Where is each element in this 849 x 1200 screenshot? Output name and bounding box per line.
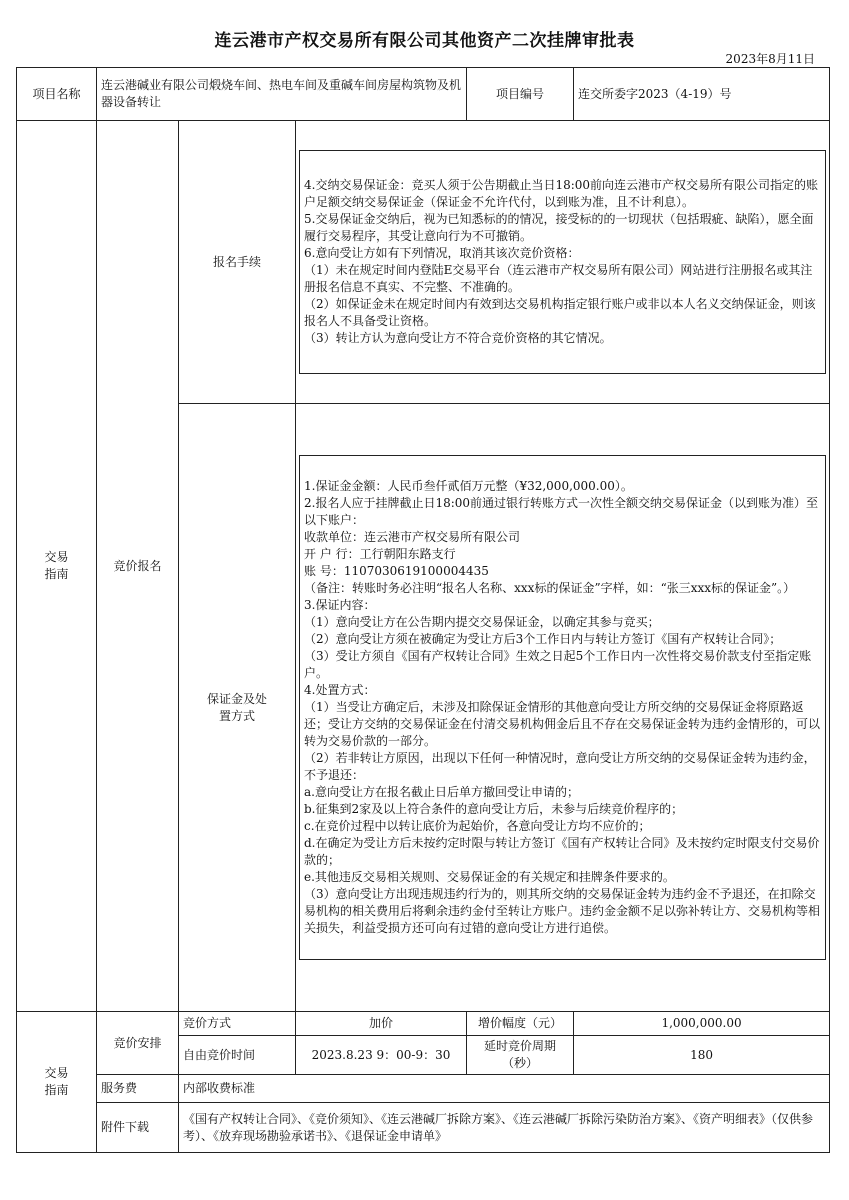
- guide-section-label: [17, 121, 97, 1012]
- deposit-line: （备注：转账时务必注明“报名人名称、xxx标的保证金”字样，如：“张三xxx标的保证金”。）: [304, 581, 796, 595]
- bid-method-row: [17, 1012, 830, 1036]
- deposit-line: （2）意向受让方须在被确定为受让方后3个工作日内与转让方签订《国有产权转让合同》；: [304, 632, 782, 646]
- free-bid-time-label: 自由竞价时间: [179, 1036, 296, 1075]
- deposit-line: c.在竞价过程中以转让底价为起始价，各意向受让方均不应价的；: [304, 819, 651, 833]
- registration-line: （1）未在规定时间内登陆E交易平台（连云港市产权交易所有限公司）网站进行注册报名或其注册报名信息不真实、不完整、不准确的。: [304, 263, 813, 294]
- deposit-label: [179, 404, 296, 1012]
- deposit-text-block: [299, 455, 826, 960]
- bid-method-label: 竞价方式: [179, 1012, 296, 1036]
- form-date: 2023年8月11日: [725, 52, 815, 66]
- increment-value: 1,000,000.00: [574, 1012, 830, 1036]
- deposit-line: 4.处置方式：: [304, 683, 376, 697]
- registration-text-block: [299, 150, 826, 374]
- registration-label: 报名手续: [179, 121, 296, 404]
- bottom-section-text: 交易指南: [44, 1066, 69, 1097]
- deposit-line: 收款单位：连云港市产权交易所有限公司: [304, 530, 521, 544]
- guide-section-text: 交易指南: [44, 550, 69, 581]
- deposit-line: （3）意向受让方出现违规违约行为的，则其所交纳的交易保证金转为违约金不予退还，在扣除交易机构的相关费用后将剩余违约金付至转让方账户。违约金金额不足以弥补转让方、交易机构等相关损失，利益受损方还可向有过错的意向受让方进行追偿。: [304, 887, 821, 935]
- project-row: [17, 68, 830, 121]
- bottom-section-label: [17, 1012, 97, 1153]
- attachment-row: [17, 1103, 830, 1153]
- free-bid-time-value: 2023.8.23 9：00-9：30: [296, 1036, 467, 1075]
- delay-label: 延时竞价周期（秒）: [467, 1036, 574, 1075]
- bid-method-value: 加价: [296, 1012, 467, 1036]
- deposit-line: 2.报名人应于挂牌截止日18:00前通过银行转账方式一次性全额交纳交易保证金（以到账为准）至以下账户：: [304, 496, 819, 527]
- deposit-line: a.意向受让方在报名截止日后单方撤回受让申请的；: [304, 785, 579, 799]
- approval-table: [16, 67, 830, 1153]
- registration-row: [17, 121, 830, 404]
- registration-line: 4.交纳交易保证金：竞买人须于公告期截止当日18:00前向连云港市产权交易所有限公司指定的账户足额交纳交易保证金（保证金不允许代付，以到账为准，且不计利息）。: [304, 178, 819, 209]
- bid-arrangement-label: 竞价安排: [97, 1012, 179, 1075]
- increment-label: 增价幅度（元）: [467, 1012, 574, 1036]
- deposit-label-text: 保证金及处置方式: [206, 691, 267, 723]
- attachment-value[interactable]: 《国有产权转让合同》、《竞价须知》、《连云港碱厂拆除方案》、《连云港碱厂拆除污染防治方案》、《资产明细表》（仅供参考）、《放弃现场勘验承诺书》、《退保证金申请单》: [179, 1103, 830, 1153]
- project-name-value: 连云港碱业有限公司煅烧车间、热电车间及重碱车间房屋构筑物及机器设备转让: [97, 68, 467, 121]
- service-fee-label: 服务费: [97, 1075, 179, 1103]
- page-title: 连云港市产权交易所有限公司其他资产二次挂牌审批表: [214, 31, 635, 51]
- registration-content: [296, 121, 830, 404]
- deposit-line: 开 户 行：工行朝阳东路支行: [304, 547, 456, 561]
- deposit-line: b.征集到2家及以上符合条件的意向受让方后，未参与后续竞价程序的；: [304, 802, 684, 816]
- project-name-label: 项目名称: [17, 68, 97, 121]
- registration-line: （2）如保证金未在规定时间内有效到达交易机构指定银行账户或非以本人名义交纳保证金，则该报名人不具备受让资格。: [304, 297, 816, 328]
- bid-registration-label: 竞价报名: [97, 121, 179, 1012]
- registration-line: 5.交易保证金交纳后，视为已知悉标的的情况，接受标的的一切现状（包括瑕疵、缺陷），愿全面履行交易程序，其受让意向行为不可撤销。: [304, 212, 814, 243]
- deposit-content: [296, 404, 830, 1012]
- service-fee-value: 内部收费标准: [179, 1075, 830, 1103]
- attachment-label: 附件下载: [97, 1103, 179, 1153]
- registration-line: （3）转让方认为意向受让方不符合竞价资格的其它情况。: [304, 331, 612, 345]
- project-no-value: 连交所委字2023（4-19）号: [574, 68, 830, 121]
- deposit-line: （2）若非转让方原因，出现以下任何一种情况时，意向受让方所交纳的交易保证金转为违约金，不予退还：: [304, 751, 816, 782]
- deposit-line: 1.保证金金额：人民币叁仟贰佰万元整（¥32,000,000.00）。: [304, 479, 633, 493]
- deposit-line: 3.保证内容：: [304, 598, 376, 612]
- deposit-line: e.其他违反交易相关规则、交易保证金的有关规定和挂牌条件要求的。: [304, 870, 675, 884]
- deposit-line: d.在确定为受让方后未按约定时限与转让方签订《国有产权转让合同》及未按约定时限支付交易价款的；: [304, 836, 820, 867]
- service-fee-row: [17, 1075, 830, 1103]
- registration-line: 6.意向受让方如有下列情况，取消其该次竞价资格：: [304, 246, 580, 260]
- delay-value: 180: [574, 1036, 830, 1075]
- deposit-line: （3）受让方须自《国有产权转让合同》生效之日起5个工作日内一次性将交易价款支付至指定账户。: [304, 649, 812, 680]
- deposit-line: （1）当受让方确定后，未涉及扣除保证金情形的其他意向受让方所交纳的交易保证金将原路返还；受让方交纳的交易保证金在付清交易机构佣金后且不存在交易保证金转为违约金情形的，可以转为交易价款的一部分。: [304, 700, 821, 748]
- deposit-line: （1）意向受让方在公告期内提交交易保证金，以确定其参与竞买；: [304, 615, 660, 629]
- deposit-line: 账 号：1107030619100004435: [304, 564, 489, 578]
- project-no-label: 项目编号: [467, 68, 574, 121]
